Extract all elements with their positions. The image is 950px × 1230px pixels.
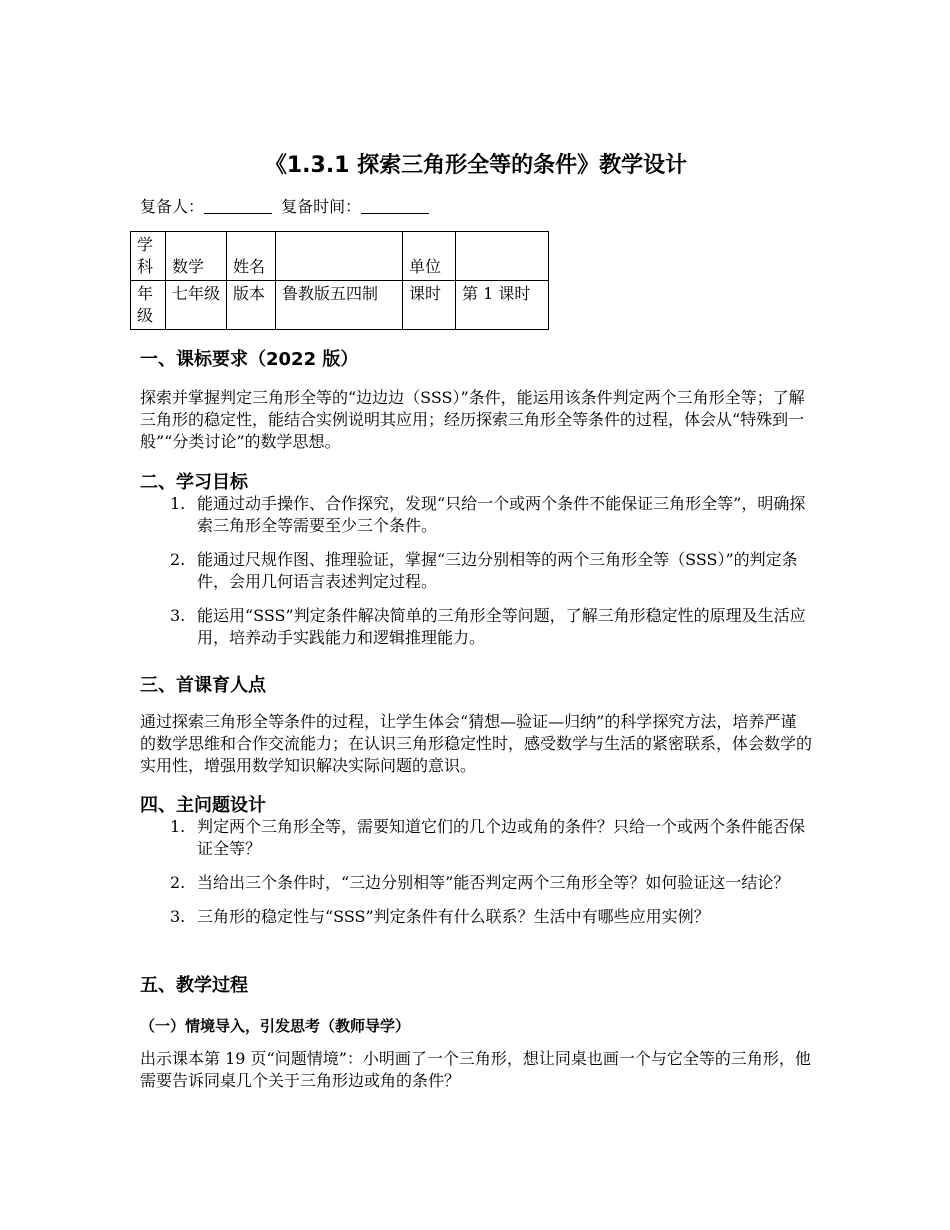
preparation-time-blank [361, 197, 429, 214]
education-point-text: 通过探索三角形全等条件的过程，让学生体会“猜想—验证—归纳”的科学探究方法，培养严谨的数学思维和合作交流能力；在认识三角形稳定性时，感受数学与生活的紧密联系，体会数学的实用性，增强用数学知识解决实际问题的意识。 [140, 712, 813, 775]
preparation-time-label: 复备时间： [281, 197, 362, 216]
subject-value-cell: 数学 [166, 232, 227, 281]
main-questions-list [140, 816, 812, 940]
learning-objectives-list [140, 493, 812, 661]
name-value-cell [276, 232, 403, 281]
list-item: 2. 能通过尺规作图、推理验证，掌握“三边分别相等的两个三角形全等（SSS）”的判定条件，会用几何语言表述判定过程。 [170, 550, 798, 591]
list-item: 2. 当给出三个条件时，“三边分别相等”能否判定两个三角形全等？如何验证这一结论？ [170, 873, 790, 892]
preparer-label: 复备人： [140, 197, 205, 216]
list-item: 3. 能运用“SSS”判定条件解决简单的三角形全等问题，了解三角形稳定性的原理及生活应用，培养动手实践能力和逻辑推理能力。 [170, 606, 806, 647]
subject-label-cell: 学科 [131, 232, 166, 281]
list-item-text: 当给出三个条件时，“三边分别相等”能否判定两个三角形全等？如何验证这一结论？ [197, 873, 790, 892]
unit-label-cell: 单位 [403, 232, 456, 281]
course-info-table [130, 231, 549, 330]
period-label-cell: 课时 [403, 281, 456, 330]
list-item-text: 判定两个三角形全等，需要知道它们的几个边或角的条件？只给一个或两个条件能否保证全等？ [197, 817, 806, 858]
main-questions-heading: 四、主问题设计 [140, 795, 266, 816]
table-row [131, 281, 549, 330]
list-item: 1. 能通过动手操作、合作探究，发现“只给一个或两个条件不能保证三角形全等”，明确探索三角形全等需要至少三个条件。 [170, 494, 806, 535]
education-point-heading: 三、首课育人点 [140, 675, 266, 696]
grade-value-cell: 七年级 [166, 281, 227, 330]
table-row [131, 232, 549, 281]
list-item-text: 能运用“SSS”判定条件解决简单的三角形全等问题，了解三角形稳定性的原理及生活应用，培养动手实践能力和逻辑推理能力。 [197, 606, 806, 647]
document-title: 《1.3.1 探索三角形全等的条件》教学设计 [264, 153, 688, 178]
situation-intro-text: 出示课本第 19 页“问题情境”：小明画了一个三角形，想让同桌也画一个与它全等的三角形，他需要告诉同桌几个关于三角形边或角的条件？ [140, 1049, 811, 1090]
list-item-text: 三角形的稳定性与“SSS”判定条件有什么联系？生活中有哪些应用实例？ [197, 907, 710, 926]
list-item: 3. 三角形的稳定性与“SSS”判定条件有什么联系？生活中有哪些应用实例？ [170, 907, 710, 926]
teaching-process-heading: 五、教学过程 [140, 975, 248, 996]
list-item: 1. 判定两个三角形全等，需要知道它们的几个边或角的条件？只给一个或两个条件能否保证全等？ [170, 817, 806, 858]
unit-value-cell [456, 232, 549, 281]
curriculum-standard-heading: 一、课标要求（2022 版） [140, 349, 359, 370]
period-value-cell: 第 1 课时 [456, 281, 549, 330]
list-item-text: 能通过尺规作图、推理验证，掌握“三边分别相等的两个三角形全等（SSS）”的判定条件，会用几何语言表述判定过程。 [197, 550, 798, 591]
grade-label-cell: 年级 [131, 281, 166, 330]
learning-objectives-heading: 二、学习目标 [140, 472, 248, 493]
name-label-cell: 姓名 [227, 232, 276, 281]
curriculum-standard-text: 探索并掌握判定三角形全等的“边边边（SSS）”条件，能运用该条件判定两个三角形全等；了解三角形的稳定性，能结合实例说明其应用；经历探索三角形全等条件的过程，体会从“特殊到一般”“分类讨论”的数学思想。 [140, 388, 805, 451]
preparer-blank [204, 197, 272, 214]
preparation-info [140, 196, 433, 218]
situation-intro-heading: （一）情境导入，引发思考（教师导学） [140, 1017, 411, 1035]
list-item-text: 能通过动手操作、合作探究，发现“只给一个或两个条件不能保证三角形全等”，明确探索三角形全等需要至少三个条件。 [197, 494, 806, 535]
edition-label-cell: 版本 [227, 281, 276, 330]
edition-value-cell: 鲁教版五四制 [276, 281, 403, 330]
